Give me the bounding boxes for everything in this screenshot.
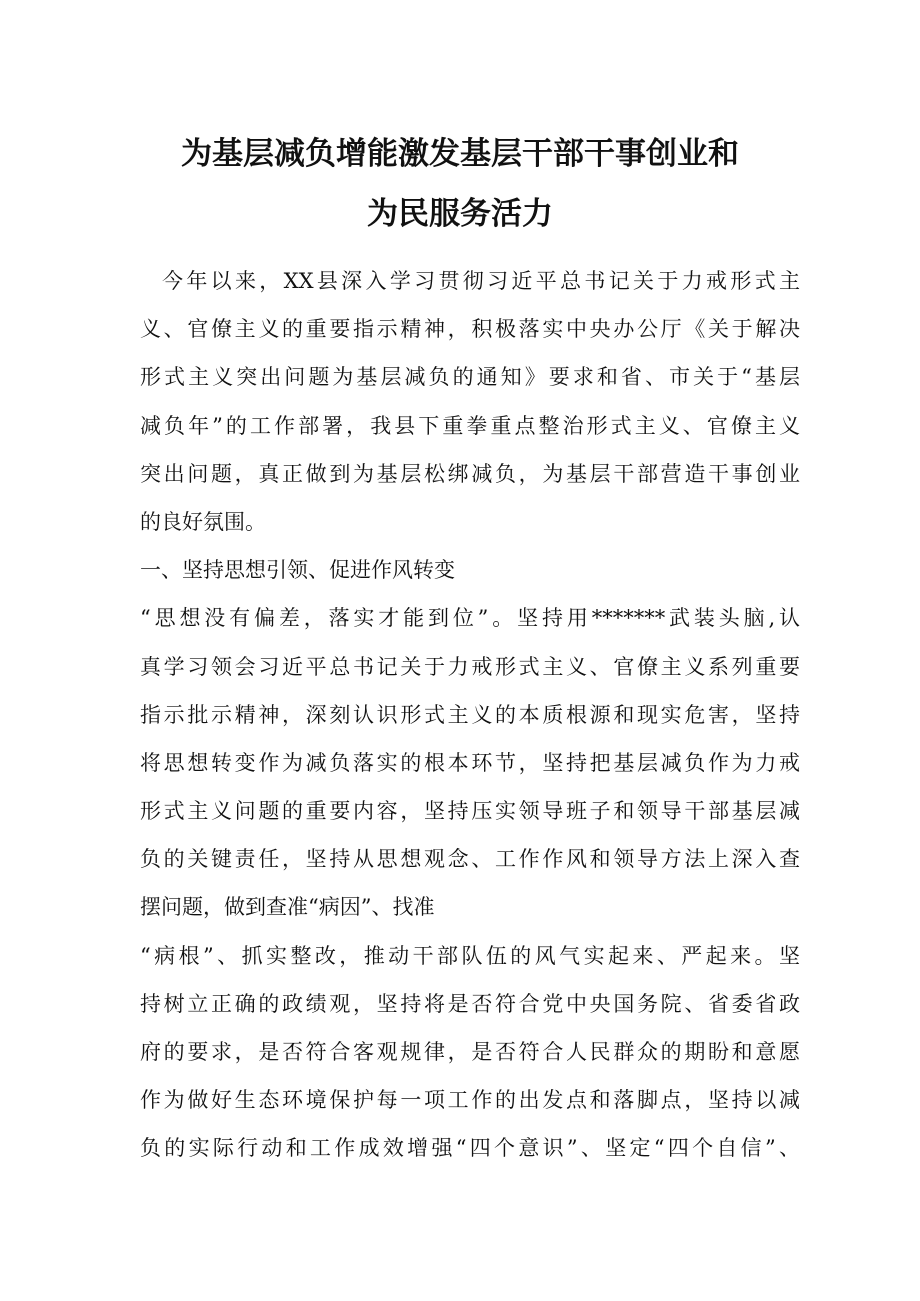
paragraph-line: 今年以来，XX县深入学习贯彻习近平总书记关于力戒形式主 [162, 269, 800, 293]
paragraph-line: 减负年”的工作部署，我县下重拳重点整治形式主义、官僚主义 [140, 413, 800, 438]
paragraph-line: 持树立正确的政绩观，坚持将是否符合党中央国务院、省委省政 [140, 991, 800, 1016]
paragraph-line: 负的实际行动和工作成效增强“四个意识”、坚定“四个自信”、 [140, 1136, 800, 1161]
paragraph-line: 形式主义问题的重要内容，坚持压实领导班子和领导干部基层减 [140, 799, 800, 824]
paragraph-line: 作为做好生态环境保护每一项工作的出发点和落脚点，坚持以减 [140, 1088, 800, 1113]
document-title-line-2: 为民服务活力 [367, 196, 553, 232]
paragraph-line: 指示批示精神，深刻认识形式主义的本质根源和现实危害，坚持 [140, 702, 800, 727]
paragraph-line: 负的关键责任，坚持从思想观念、工作作风和领导方法上深入查 [140, 847, 800, 872]
paragraph-line: 的良好氛围。 [140, 509, 266, 534]
paragraph-line: 真学习领会习近平总书记关于力戒形式主义、官僚主义系列重要 [140, 654, 800, 679]
paragraph-line: 形式主义突出问题为基层减负的通知》要求和省、市关于“基层 [140, 365, 800, 390]
paragraph-line: 府的要求，是否符合客观规律，是否符合人民群众的期盼和意愿 [140, 1040, 800, 1064]
paragraph-line: 突出问题，真正做到为基层松绑减负，为基层干部营造干事创业 [140, 461, 800, 486]
paragraph-line: “病根”、抓实整改，推动干部队伍的风气实起来、严起来。坚 [140, 943, 800, 968]
paragraph-line: 将思想转变作为减负落实的根本环节，坚持把基层减负作为力戒 [140, 750, 800, 775]
document-title-line-1: 为基层减负增能激发基层干部干事创业和 [181, 136, 739, 172]
paragraph-line: “思想没有偏差，落实才能到位”。坚持用*******武装头脑,认 [140, 606, 800, 631]
document-body [140, 257, 800, 1173]
paragraph-line: 义、官僚主义的重要指示精神，积极落实中央办公厅《关于解决 [140, 317, 800, 342]
section-heading: 一、坚持思想引领、促进作风转变 [140, 558, 455, 583]
paragraph-line: 摆问题，做到查准“病因”、找准 [140, 895, 435, 920]
